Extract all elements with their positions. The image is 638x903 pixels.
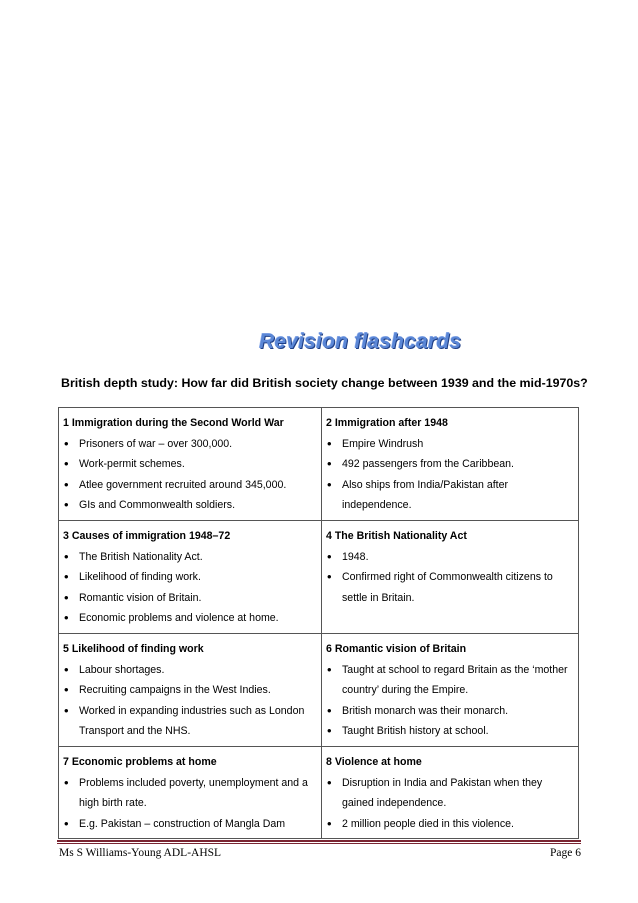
flashcard-point: • Atlee government recruited around 345,000. [63,475,317,496]
flashcard-3 [59,520,322,633]
flashcard-title: 4 The British Nationality Act [326,529,467,542]
flashcard-row [59,520,579,633]
flashcard-point: • Also ships from India/Pakistan after independence. [326,475,574,516]
page-heading: Revision flashcards [259,330,462,353]
flashcard-1 [59,408,322,521]
flashcard-point: • Prisoners of war – over 300,000. [63,434,317,455]
flashcard-point: • Work-permit schemes. [63,454,317,475]
flashcard-title: 3 Causes of immigration 1948–72 [63,529,231,542]
flashcard-point: • Economic problems and violence at home. [63,608,317,629]
flashcard-point: • 2 million people died in this violence. [326,814,574,835]
flashcard-title: 5 Likelihood of finding work [63,642,204,655]
flashcard-6 [322,633,579,746]
footer-page-number: Page 6 [550,847,581,859]
flashcard-point: • Confirmed right of Commonwealth citizens to settle in Britain. [326,567,574,608]
footer-divider [57,843,581,844]
flashcard-point: • E.g. Pakistan – construction of Mangla Dam [63,814,317,835]
flashcard-7 [59,746,322,838]
flashcard-title: 2 Immigration after 1948 [326,417,448,429]
flashcard-point: • The British Nationality Act. [63,547,317,568]
flashcard-point: • British monarch was their monarch. [326,701,574,722]
flashcard-point: • Empire Windrush [326,434,574,455]
page-subtitle: British depth study: How far did British society change between 1939 and the mid-1970s? [61,376,588,390]
flashcard-title: 6 Romantic vision of Britain [326,642,467,655]
flashcard-point: • GIs and Commonwealth soldiers. [63,495,317,516]
flashcard-row [59,746,579,838]
footer-author: Ms S Williams-Young ADL-AHSL [59,847,222,859]
flashcard-point: • Labour shortages. [63,660,317,681]
flashcard-row [59,633,579,746]
flashcard-5 [59,633,322,746]
flashcard-4 [322,520,579,633]
flashcard-point: • Romantic vision of Britain. [63,588,317,609]
flashcard-title: 8 Violence at home [326,755,422,768]
flashcard-row [59,408,579,521]
flashcard-title: 1 Immigration during the Second World War [63,417,284,429]
flashcard-point: • 1948. [326,547,574,568]
flashcard-point: • Problems included poverty, unemployment and a high birth rate. [63,773,317,814]
flashcard-point: • 492 passengers from the Caribbean. [326,454,574,475]
flashcard-point: • Worked in expanding industries such as London Transport and the NHS. [63,701,317,742]
flashcard-point: • Recruiting campaigns in the West Indies. [63,680,317,701]
flashcard-point: • Taught at school to regard Britain as the ‘mother country’ during the Empire. [326,660,574,701]
flashcard-2 [322,408,579,521]
flashcards-table [58,407,579,839]
flashcard-point: • Disruption in India and Pakistan when they gained independence. [326,773,574,814]
footer-divider [57,840,581,842]
flashcard-title: 7 Economic problems at home [63,755,217,768]
flashcard-point: • Likelihood of finding work. [63,567,317,588]
flashcard-point: • Taught British history at school. [326,721,574,742]
flashcard-8 [322,746,579,838]
